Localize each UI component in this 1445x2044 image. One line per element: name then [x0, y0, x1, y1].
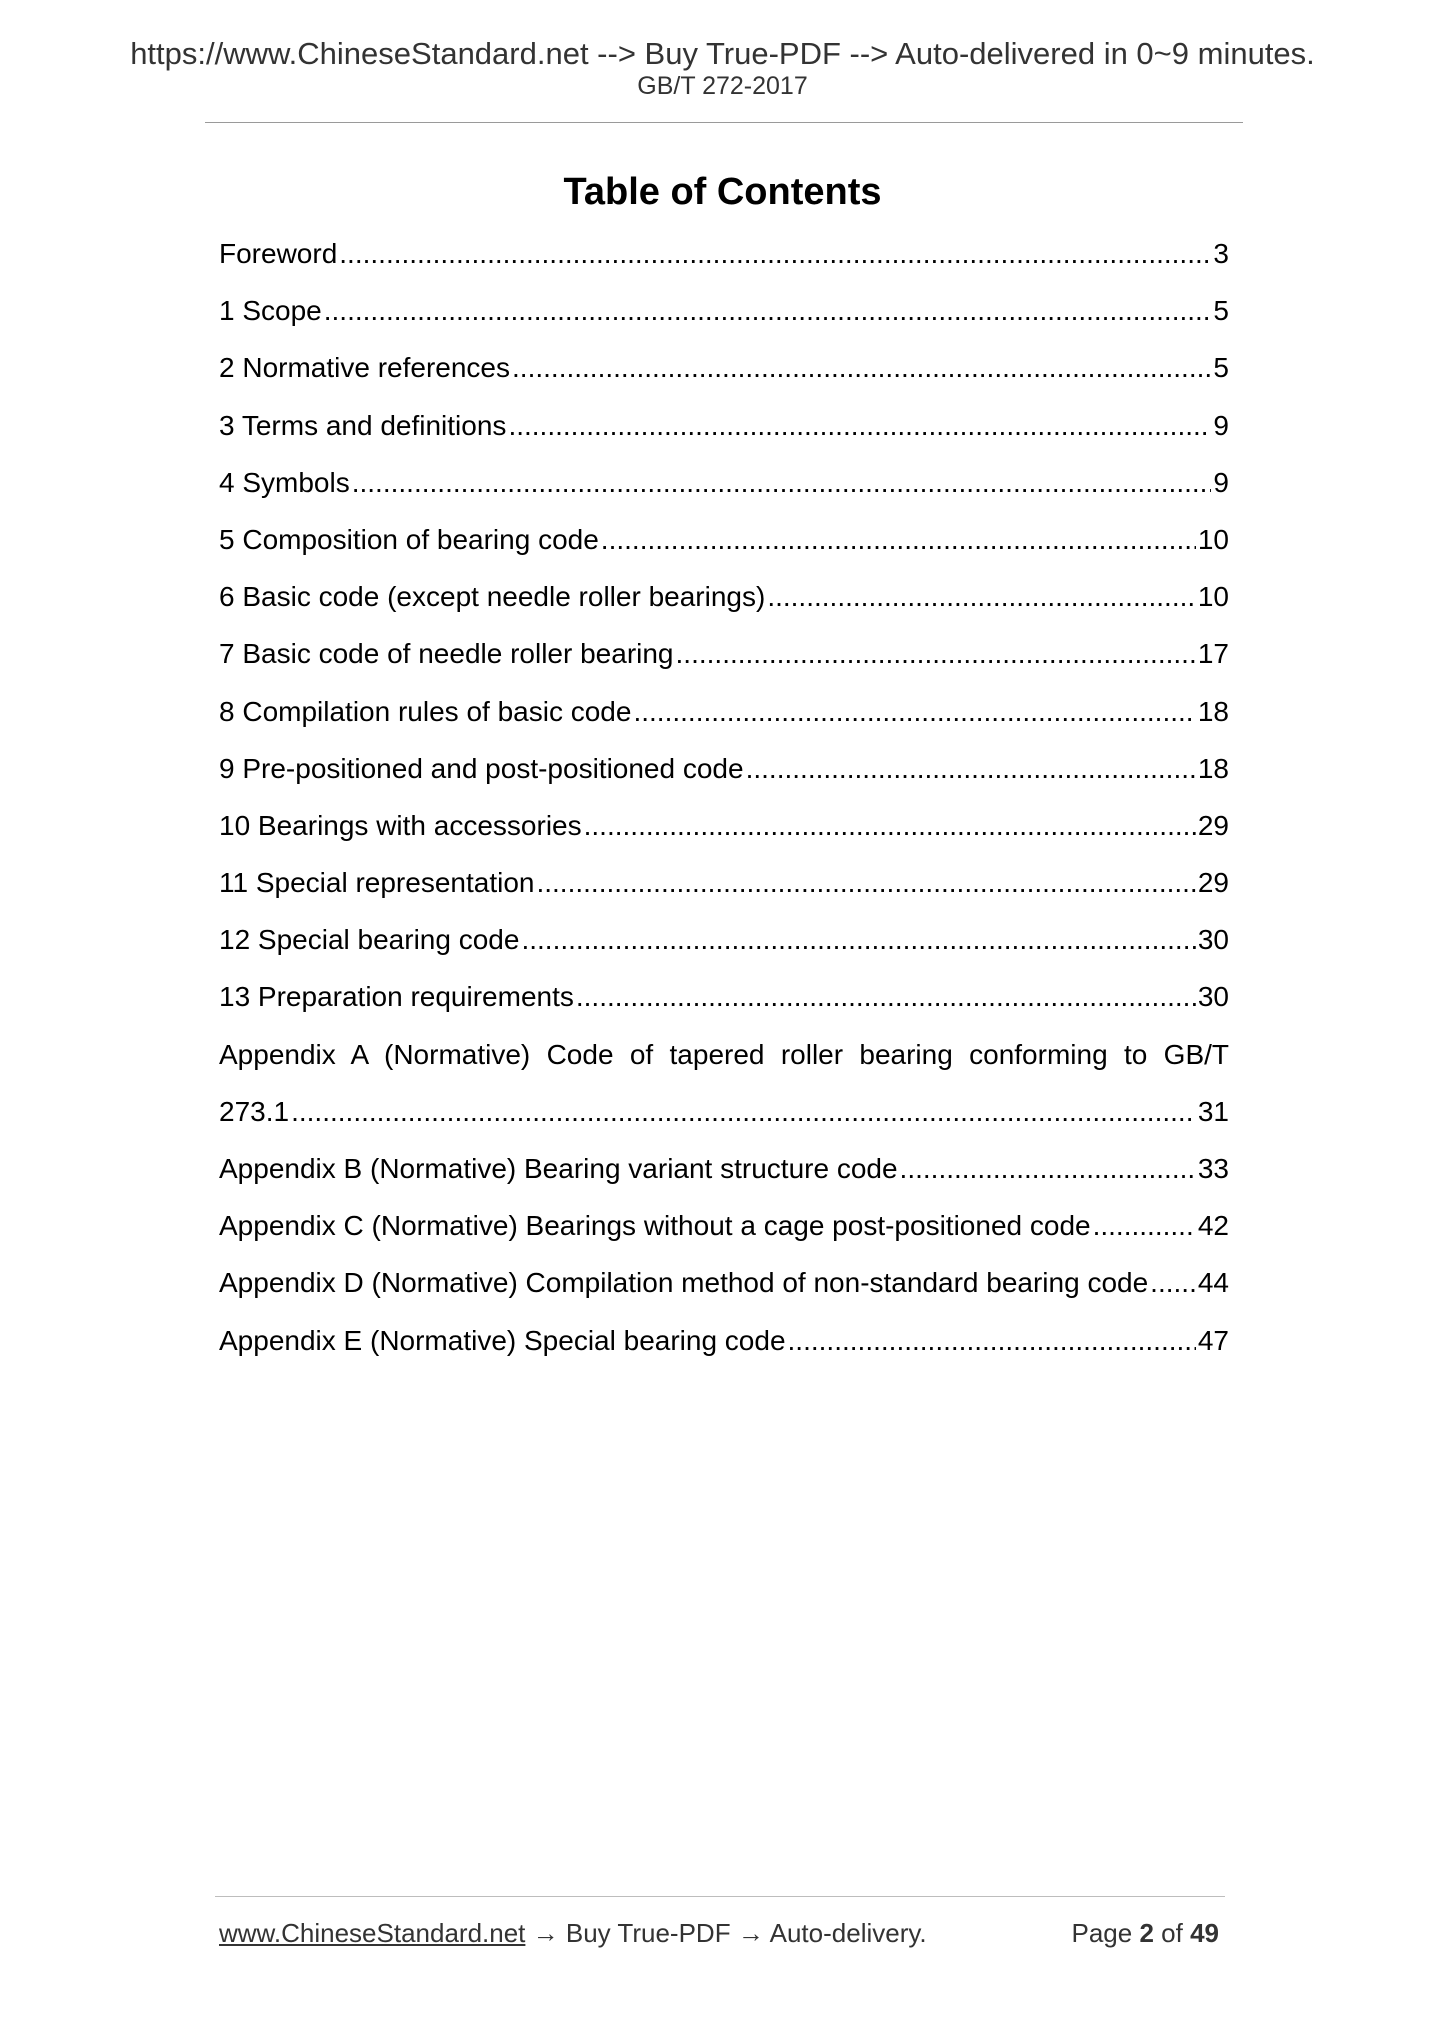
- footer-site-link[interactable]: www.ChineseStandard.net: [219, 1918, 526, 1948]
- toc-entry-appendix-e[interactable]: [219, 1324, 1229, 1384]
- toc-leader-dots: [339, 240, 1211, 268]
- footer-promo: [219, 1920, 927, 1946]
- toc-entry-label: Appendix E (Normative) Special bearing code: [219, 1324, 786, 1356]
- toc-entry-page: 18: [1197, 752, 1229, 784]
- toc-leader-dots: [788, 1327, 1196, 1355]
- toc-entry-label: 8 Compilation rules of basic code: [219, 695, 632, 727]
- toc-leader-dots: [291, 1098, 1196, 1126]
- toc-entry-label: Appendix D (Normative) Compilation method of non-standard bearing code: [219, 1267, 1149, 1299]
- toc-leader-dots: [584, 812, 1196, 840]
- toc-entry-page: 29: [1197, 867, 1229, 899]
- arrow-right-icon: →: [532, 1918, 559, 1948]
- toc-entry-page: 10: [1197, 581, 1229, 613]
- toc-leader-dots: [324, 297, 1212, 325]
- toc-entry-terms-definitions[interactable]: [219, 409, 1229, 469]
- toc-entry-page: 42: [1197, 1210, 1229, 1242]
- toc-entry-label: Appendix A (Normative) Code of tapered roller bearing conforming to GB/T: [219, 1038, 1229, 1070]
- page-footer: [219, 1920, 1225, 1954]
- toc-leader-dots: [576, 983, 1196, 1011]
- toc-entry-special-bearing-code[interactable]: [219, 926, 1229, 983]
- toc-entry-label: 9 Pre-positioned and post-positioned code: [219, 752, 744, 784]
- toc-entry-preparation[interactable]: [219, 983, 1229, 1040]
- current-page-number: 2: [1139, 1918, 1154, 1948]
- toc-leader-dots: [746, 755, 1196, 783]
- toc-entry-accessories[interactable]: [219, 809, 1229, 869]
- footer-delivery-text: Auto-delivery.: [769, 1918, 927, 1948]
- toc-entry-appendix-c[interactable]: [219, 1212, 1229, 1269]
- toc-leader-dots: [512, 354, 1211, 382]
- toc-entry-page: 17: [1197, 638, 1229, 670]
- toc-entry-page: 30: [1197, 924, 1229, 956]
- toc-leader-dots: [508, 412, 1211, 440]
- toc-entry-page: 30: [1197, 981, 1229, 1013]
- footer-divider: [215, 1896, 1225, 1897]
- toc-entry-page: 5: [1213, 295, 1229, 327]
- toc-entry-normative-references[interactable]: [219, 354, 1229, 411]
- toc-title: Table of Contents: [563, 171, 882, 213]
- toc-entry-label: Appendix C (Normative) Bearings without a cage post-positioned code: [219, 1210, 1091, 1242]
- toc-entry-composition[interactable]: [219, 523, 1229, 583]
- toc-leader-dots: [676, 640, 1196, 668]
- toc-entry-label: 5 Composition of bearing code: [219, 523, 599, 555]
- toc-entry-label-continuation: 273.1: [219, 1095, 290, 1127]
- toc-leader-dots: [601, 526, 1196, 554]
- toc-entry-compilation-rules[interactable]: [219, 695, 1229, 755]
- toc-entry-label: 4 Symbols: [219, 466, 350, 498]
- toc-entry-special-representation[interactable]: [219, 869, 1229, 926]
- document-code: GB/T 272-2017: [637, 72, 808, 100]
- toc-entry-appendix-b[interactable]: [219, 1155, 1229, 1212]
- toc-entry-page: 29: [1197, 809, 1229, 841]
- toc-entry-page: 44: [1197, 1267, 1229, 1299]
- toc-entry-pre-post-positioned[interactable]: [219, 752, 1229, 812]
- header-divider: [205, 122, 1243, 123]
- top-banner-link[interactable]: https://www.ChineseStandard.net --> Buy True-PDF --> Auto-delivered in 0~9 minutes.: [130, 36, 1315, 71]
- toc-entry-label: 13 Preparation requirements: [219, 981, 574, 1013]
- toc-entry-page: 18: [1197, 695, 1229, 727]
- footer-buy-text: Buy True-PDF: [565, 1918, 731, 1948]
- toc-entry-label: 7 Basic code of needle roller bearing: [219, 638, 674, 670]
- toc-leader-dots: [521, 926, 1195, 954]
- toc-entry-label: 3 Terms and definitions: [219, 409, 507, 441]
- toc-entry-page: 5: [1213, 352, 1229, 384]
- toc-entry-page: 31: [1197, 1095, 1229, 1127]
- toc-entry-page: 9: [1213, 409, 1229, 441]
- toc-entry-label: 2 Normative references: [219, 352, 511, 384]
- toc-entry-page: 33: [1197, 1153, 1229, 1184]
- toc-entry-page: 9: [1213, 466, 1229, 498]
- toc-entry-scope[interactable]: [219, 297, 1229, 354]
- table-of-contents: [219, 240, 1229, 1384]
- page-label: Page: [1071, 1918, 1133, 1948]
- toc-entry-page: 47: [1197, 1324, 1229, 1356]
- of-label: of: [1161, 1918, 1183, 1948]
- toc-leader-dots: [1093, 1212, 1196, 1240]
- toc-entry-label: Appendix B (Normative) Bearing variant structure code: [219, 1153, 898, 1184]
- toc-entry-appendix-d[interactable]: [219, 1269, 1229, 1326]
- toc-entry-page: 10: [1197, 523, 1229, 555]
- toc-entry-appendix-a-continued[interactable]: [219, 1095, 1229, 1155]
- toc-leader-dots: [900, 1155, 1196, 1183]
- toc-leader-dots: [352, 469, 1212, 497]
- toc-leader-dots: [536, 869, 1195, 897]
- toc-entry-label: 10 Bearings with accessories: [219, 809, 582, 841]
- toc-entry-label: 11 Special representation: [219, 867, 535, 899]
- toc-entry-page: 3: [1213, 238, 1229, 269]
- toc-entry-symbols[interactable]: [219, 466, 1229, 526]
- total-pages-number: 49: [1190, 1918, 1219, 1948]
- toc-leader-dots: [1150, 1269, 1196, 1297]
- toc-entry-basic-code[interactable]: [219, 583, 1229, 640]
- toc-entry-needle-roller[interactable]: [219, 640, 1229, 697]
- toc-entry-label: 12 Special bearing code: [219, 924, 520, 956]
- toc-entry-foreword[interactable]: [219, 240, 1229, 297]
- toc-leader-dots: [633, 698, 1195, 726]
- arrow-right-icon: →: [737, 1918, 764, 1948]
- toc-entry-label: Foreword: [219, 238, 338, 269]
- toc-entry-label: 1 Scope: [219, 295, 322, 327]
- toc-leader-dots: [767, 583, 1196, 611]
- toc-entry-label: 6 Basic code (except needle roller bearings): [219, 581, 766, 613]
- page-indicator: [1071, 1920, 1219, 1946]
- toc-entry-appendix-a[interactable]: [219, 1038, 1229, 1098]
